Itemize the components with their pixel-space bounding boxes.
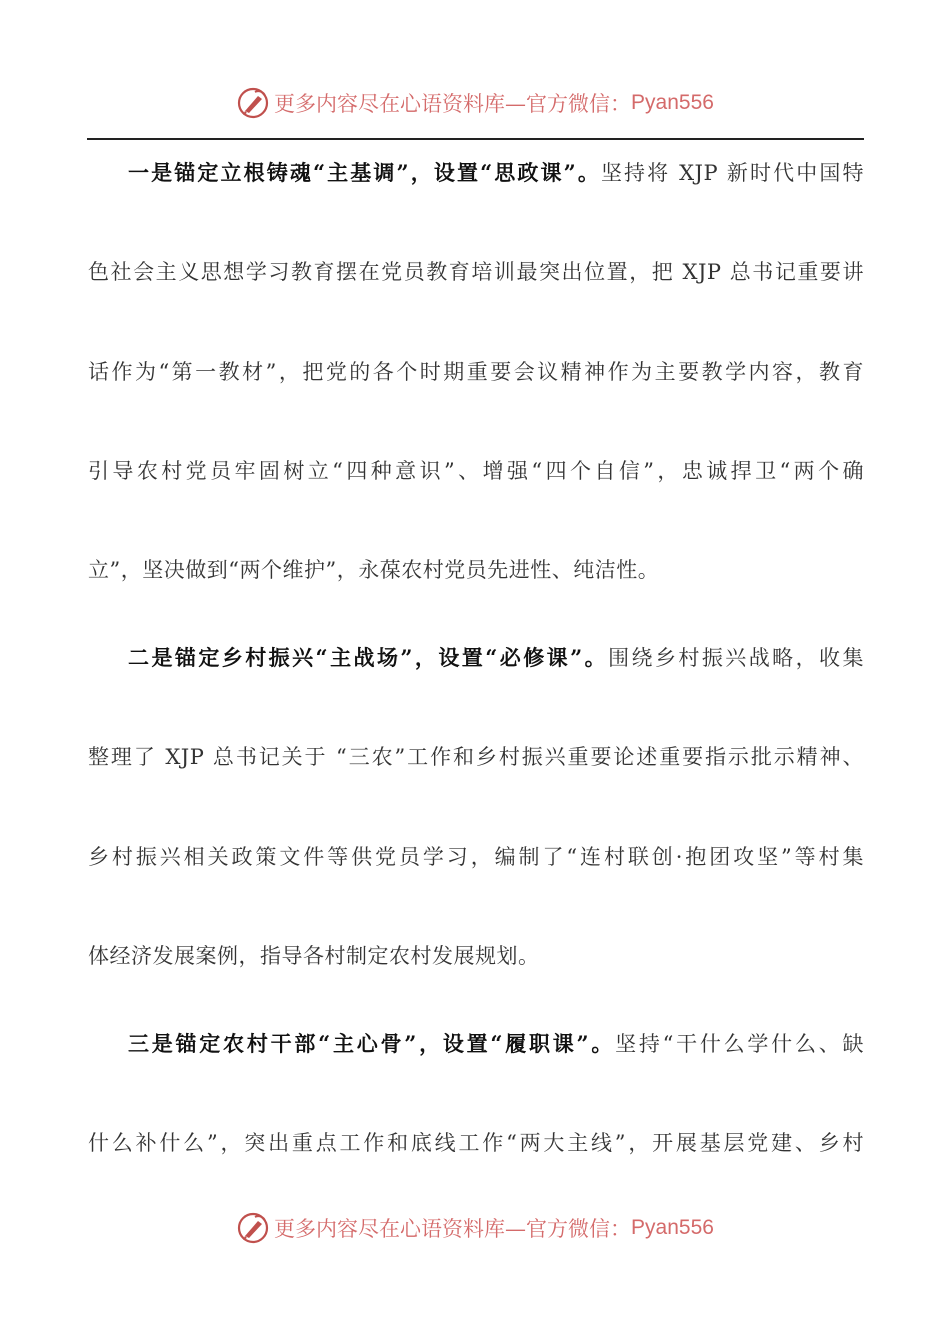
footer-banner: [0, 1208, 950, 1248]
header-banner-id: Pyan556: [631, 91, 714, 114]
paragraph-3-text: 坚持“干什么学什么、缺: [615, 1032, 864, 1056]
paragraph-1-line-1: [128, 159, 864, 187]
footer-banner-id: Pyan556: [631, 1216, 714, 1239]
paragraph-2-line-4: 体经济发展案例，指导各村制定农村发展规划。: [88, 944, 540, 968]
paragraph-3-lead: 三是锚定农村干部“主心骨”，设置“履职课”。: [128, 1031, 616, 1056]
paragraph-1-line-2: 色社会主义思想学习教育摆在党员教育培训最突出位置，把 XJP 总书记重要讲: [88, 260, 864, 284]
paragraph-1-line-3: 话作为“第一教材”，把党的各个时期重要会议精神作为主要教学内容，教育: [88, 360, 864, 384]
paragraph-2-lead: 二是锚定乡村振兴“主战场”，设置“必修课”。: [128, 645, 609, 670]
paragraph-2-line-3: 乡村振兴相关政策文件等供党员学习，编制了“连村联创·抱团攻坚”等村集: [88, 845, 864, 869]
paragraph-1-line-4: 引导农村党员牢固树立“四种意识”、增强“四个自信”，忠诚捍卫“两个确: [88, 459, 864, 483]
header-divider: [87, 138, 864, 140]
paragraph-3-line-2: 什么补什么”，突出重点工作和底线工作“两大主线”，开展基层党建、乡村: [88, 1131, 864, 1155]
header-banner-text: 更多内容尽在心语资料库—官方微信：: [274, 92, 632, 116]
paragraph-1-line-5: 立”，坚决做到“两个维护”，永葆农村党员先进性、纯洁性。: [88, 558, 660, 582]
paragraph-1-lead: 一是锚定立根铸魂“主基调”，设置“思政课”。: [128, 160, 601, 185]
paragraph-2-text: 围绕乡村振兴战略，收集: [608, 646, 864, 670]
pen-nib-logo-icon: [236, 86, 270, 120]
paragraph-3-line-1: [128, 1030, 864, 1058]
pen-nib-logo-icon: [236, 1211, 270, 1245]
paragraph-2-line-1: [128, 644, 864, 672]
header-banner: [0, 83, 950, 123]
footer-banner-text: 更多内容尽在心语资料库—官方微信：: [274, 1217, 632, 1241]
paragraph-1-text: 坚持将 XJP 新时代中国特: [600, 161, 864, 185]
paragraph-2-line-2: 整理了 XJP 总书记关于 “三农”工作和乡村振兴重要论述重要指示批示精神、: [88, 745, 864, 769]
